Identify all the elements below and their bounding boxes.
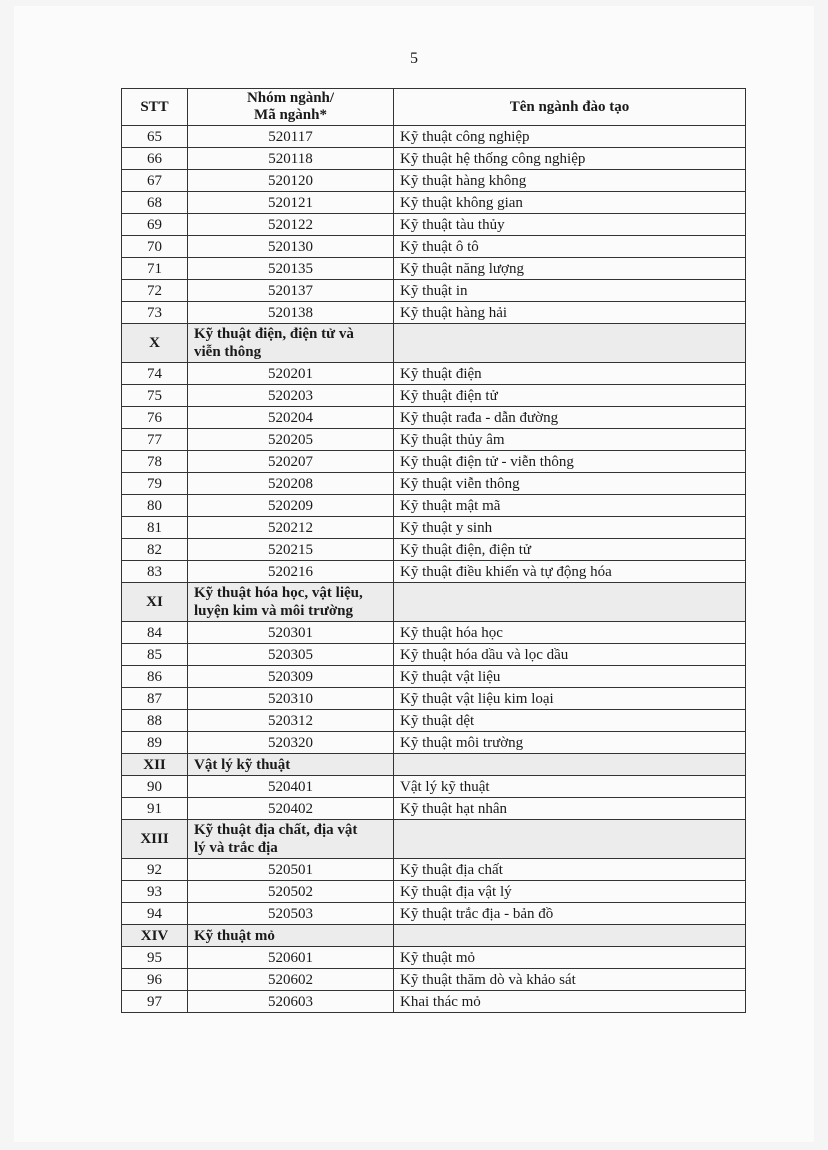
- program-code: 520208: [188, 473, 394, 495]
- program-code: 520602: [188, 969, 394, 991]
- program-code: 520310: [188, 688, 394, 710]
- table-row: [122, 539, 746, 561]
- program-code: 520305: [188, 644, 394, 666]
- program-code: 520320: [188, 732, 394, 754]
- program-name: Kỹ thuật hàng hải: [394, 302, 746, 324]
- row-number: 79: [122, 473, 188, 495]
- row-number: 73: [122, 302, 188, 324]
- table-row: [122, 859, 746, 881]
- program-code: 520205: [188, 429, 394, 451]
- program-code: 520301: [188, 622, 394, 644]
- row-number: 97: [122, 991, 188, 1013]
- program-name: Kỹ thuật hệ thống công nghiệp: [394, 148, 746, 170]
- program-name: Kỹ thuật địa chất: [394, 859, 746, 881]
- program-name: Kỹ thuật y sinh: [394, 517, 746, 539]
- group-title-line1: Kỹ thuật điện, điện tử và: [194, 326, 354, 342]
- program-name: Kỹ thuật năng lượng: [394, 258, 746, 280]
- group-header-row: [122, 324, 746, 363]
- row-number: 69: [122, 214, 188, 236]
- program-code: 520121: [188, 192, 394, 214]
- table-row: [122, 666, 746, 688]
- program-code: 520215: [188, 539, 394, 561]
- row-number: 85: [122, 644, 188, 666]
- table-row: [122, 644, 746, 666]
- row-number: 68: [122, 192, 188, 214]
- table-row: [122, 170, 746, 192]
- group-title-line2: luyện kim và môi trường: [194, 603, 353, 619]
- table-row: [122, 517, 746, 539]
- row-number: 78: [122, 451, 188, 473]
- table-row: [122, 385, 746, 407]
- program-code: 520503: [188, 903, 394, 925]
- program-code: 520201: [188, 363, 394, 385]
- row-number: 82: [122, 539, 188, 561]
- program-code: 520203: [188, 385, 394, 407]
- group-empty-cell: [394, 925, 746, 947]
- program-name: Vật lý kỹ thuật: [394, 776, 746, 798]
- table-row: [122, 473, 746, 495]
- table-row: [122, 407, 746, 429]
- row-number: 96: [122, 969, 188, 991]
- table-row: [122, 881, 746, 903]
- group-title-line1: Kỹ thuật hóa học, vật liệu,: [194, 585, 363, 601]
- group-number: XIII: [122, 820, 188, 859]
- table-row: [122, 236, 746, 258]
- program-name: Kỹ thuật hóa học: [394, 622, 746, 644]
- training-programs-table: [121, 88, 746, 1013]
- group-header-row: [122, 583, 746, 622]
- row-number: 77: [122, 429, 188, 451]
- row-number: 88: [122, 710, 188, 732]
- table-row: [122, 363, 746, 385]
- program-code: 520122: [188, 214, 394, 236]
- table-header-row: [122, 89, 746, 126]
- row-number: 93: [122, 881, 188, 903]
- row-number: 92: [122, 859, 188, 881]
- group-title-line1: Kỹ thuật mỏ: [194, 927, 275, 944]
- table-row: [122, 451, 746, 473]
- program-name: Kỹ thuật điện: [394, 363, 746, 385]
- program-name: Kỹ thuật hàng không: [394, 170, 746, 192]
- table-row: [122, 710, 746, 732]
- row-number: 65: [122, 126, 188, 148]
- table-row: [122, 688, 746, 710]
- program-name: Kỹ thuật điện tử: [394, 385, 746, 407]
- program-name: Kỹ thuật điện, điện tử: [394, 539, 746, 561]
- group-number: XII: [122, 754, 188, 776]
- program-code: 520138: [188, 302, 394, 324]
- table-row: [122, 148, 746, 170]
- row-number: 81: [122, 517, 188, 539]
- row-number: 67: [122, 170, 188, 192]
- group-empty-cell: [394, 820, 746, 859]
- row-number: 72: [122, 280, 188, 302]
- group-title-line2: viễn thông: [194, 344, 262, 360]
- program-code: 520209: [188, 495, 394, 517]
- table-row: [122, 776, 746, 798]
- row-number: 86: [122, 666, 188, 688]
- program-code: 520135: [188, 258, 394, 280]
- table-row: [122, 214, 746, 236]
- group-title: [188, 754, 394, 776]
- table-row: [122, 991, 746, 1013]
- program-name: Kỹ thuật thăm dò và khảo sát: [394, 969, 746, 991]
- row-number: 70: [122, 236, 188, 258]
- program-code: 520312: [188, 710, 394, 732]
- group-header-row: [122, 925, 746, 947]
- header-group-line2: Mã ngành*: [254, 107, 327, 123]
- program-name: Kỹ thuật mật mã: [394, 495, 746, 517]
- header-program-name: Tên ngành đào tạo: [394, 89, 746, 126]
- program-name: Kỹ thuật rađa - dẫn đường: [394, 407, 746, 429]
- group-header-row: [122, 820, 746, 859]
- program-name: Kỹ thuật vật liệu kim loại: [394, 688, 746, 710]
- header-stt: STT: [122, 89, 188, 126]
- row-number: 90: [122, 776, 188, 798]
- table-row: [122, 561, 746, 583]
- table-body: [122, 126, 746, 1013]
- table-row: [122, 798, 746, 820]
- table-row: [122, 495, 746, 517]
- group-title: [188, 925, 394, 947]
- table-row: [122, 280, 746, 302]
- program-name: Kỹ thuật môi trường: [394, 732, 746, 754]
- header-group-code: [188, 89, 394, 126]
- table-row: [122, 302, 746, 324]
- program-code: 520601: [188, 947, 394, 969]
- program-name: Kỹ thuật viễn thông: [394, 473, 746, 495]
- program-name: Kỹ thuật hạt nhân: [394, 798, 746, 820]
- program-code: 520212: [188, 517, 394, 539]
- group-empty-cell: [394, 583, 746, 622]
- group-title: [188, 324, 394, 363]
- row-number: 94: [122, 903, 188, 925]
- table-row: [122, 126, 746, 148]
- row-number: 66: [122, 148, 188, 170]
- table-row: [122, 258, 746, 280]
- header-group-line1: Nhóm ngành/: [246, 90, 335, 106]
- program-code: 520216: [188, 561, 394, 583]
- program-name: Kỹ thuật tàu thủy: [394, 214, 746, 236]
- program-code: 520137: [188, 280, 394, 302]
- row-number: 89: [122, 732, 188, 754]
- group-number: X: [122, 324, 188, 363]
- page-number: 5: [410, 50, 418, 67]
- program-name: Kỹ thuật công nghiệp: [394, 126, 746, 148]
- program-name: Kỹ thuật không gian: [394, 192, 746, 214]
- program-code: 520130: [188, 236, 394, 258]
- program-name: Kỹ thuật ô tô: [394, 236, 746, 258]
- row-number: 74: [122, 363, 188, 385]
- group-title: [188, 583, 394, 622]
- program-name: Kỹ thuật in: [394, 280, 746, 302]
- program-name: Kỹ thuật địa vật lý: [394, 881, 746, 903]
- program-code: 520118: [188, 148, 394, 170]
- table-row: [122, 903, 746, 925]
- row-number: 83: [122, 561, 188, 583]
- table-row: [122, 732, 746, 754]
- program-name: Kỹ thuật mỏ: [394, 947, 746, 969]
- group-empty-cell: [394, 324, 746, 363]
- program-name: Kỹ thuật hóa dầu và lọc dầu: [394, 644, 746, 666]
- row-number: 84: [122, 622, 188, 644]
- program-name: Kỹ thuật trắc địa - bản đồ: [394, 903, 746, 925]
- table-row: [122, 969, 746, 991]
- program-code: 520117: [188, 126, 394, 148]
- table-row: [122, 622, 746, 644]
- group-empty-cell: [394, 754, 746, 776]
- program-name: Kỹ thuật vật liệu: [394, 666, 746, 688]
- group-header-row: [122, 754, 746, 776]
- program-name: Kỹ thuật thủy âm: [394, 429, 746, 451]
- document-page: [14, 6, 814, 1142]
- program-code: 520120: [188, 170, 394, 192]
- program-code: 520207: [188, 451, 394, 473]
- row-number: 95: [122, 947, 188, 969]
- row-number: 71: [122, 258, 188, 280]
- program-code: 520204: [188, 407, 394, 429]
- table-row: [122, 947, 746, 969]
- program-code: 520401: [188, 776, 394, 798]
- table-row: [122, 429, 746, 451]
- program-name: Kỹ thuật điều khiển và tự động hóa: [394, 561, 746, 583]
- group-title-line2: lý và trắc địa: [194, 840, 278, 856]
- row-number: 80: [122, 495, 188, 517]
- group-number: XI: [122, 583, 188, 622]
- row-number: 87: [122, 688, 188, 710]
- row-number: 75: [122, 385, 188, 407]
- row-number: 76: [122, 407, 188, 429]
- group-title-line1: Vật lý kỹ thuật: [194, 756, 291, 773]
- program-code: 520501: [188, 859, 394, 881]
- program-name: Kỹ thuật dệt: [394, 710, 746, 732]
- table-row: [122, 192, 746, 214]
- program-code: 520603: [188, 991, 394, 1013]
- group-title: [188, 820, 394, 859]
- program-name: Khai thác mỏ: [394, 991, 746, 1013]
- row-number: 91: [122, 798, 188, 820]
- program-code: 520309: [188, 666, 394, 688]
- program-code: 520402: [188, 798, 394, 820]
- group-number: XIV: [122, 925, 188, 947]
- program-name: Kỹ thuật điện tử - viễn thông: [394, 451, 746, 473]
- group-title-line1: Kỹ thuật địa chất, địa vật: [194, 822, 358, 838]
- program-code: 520502: [188, 881, 394, 903]
